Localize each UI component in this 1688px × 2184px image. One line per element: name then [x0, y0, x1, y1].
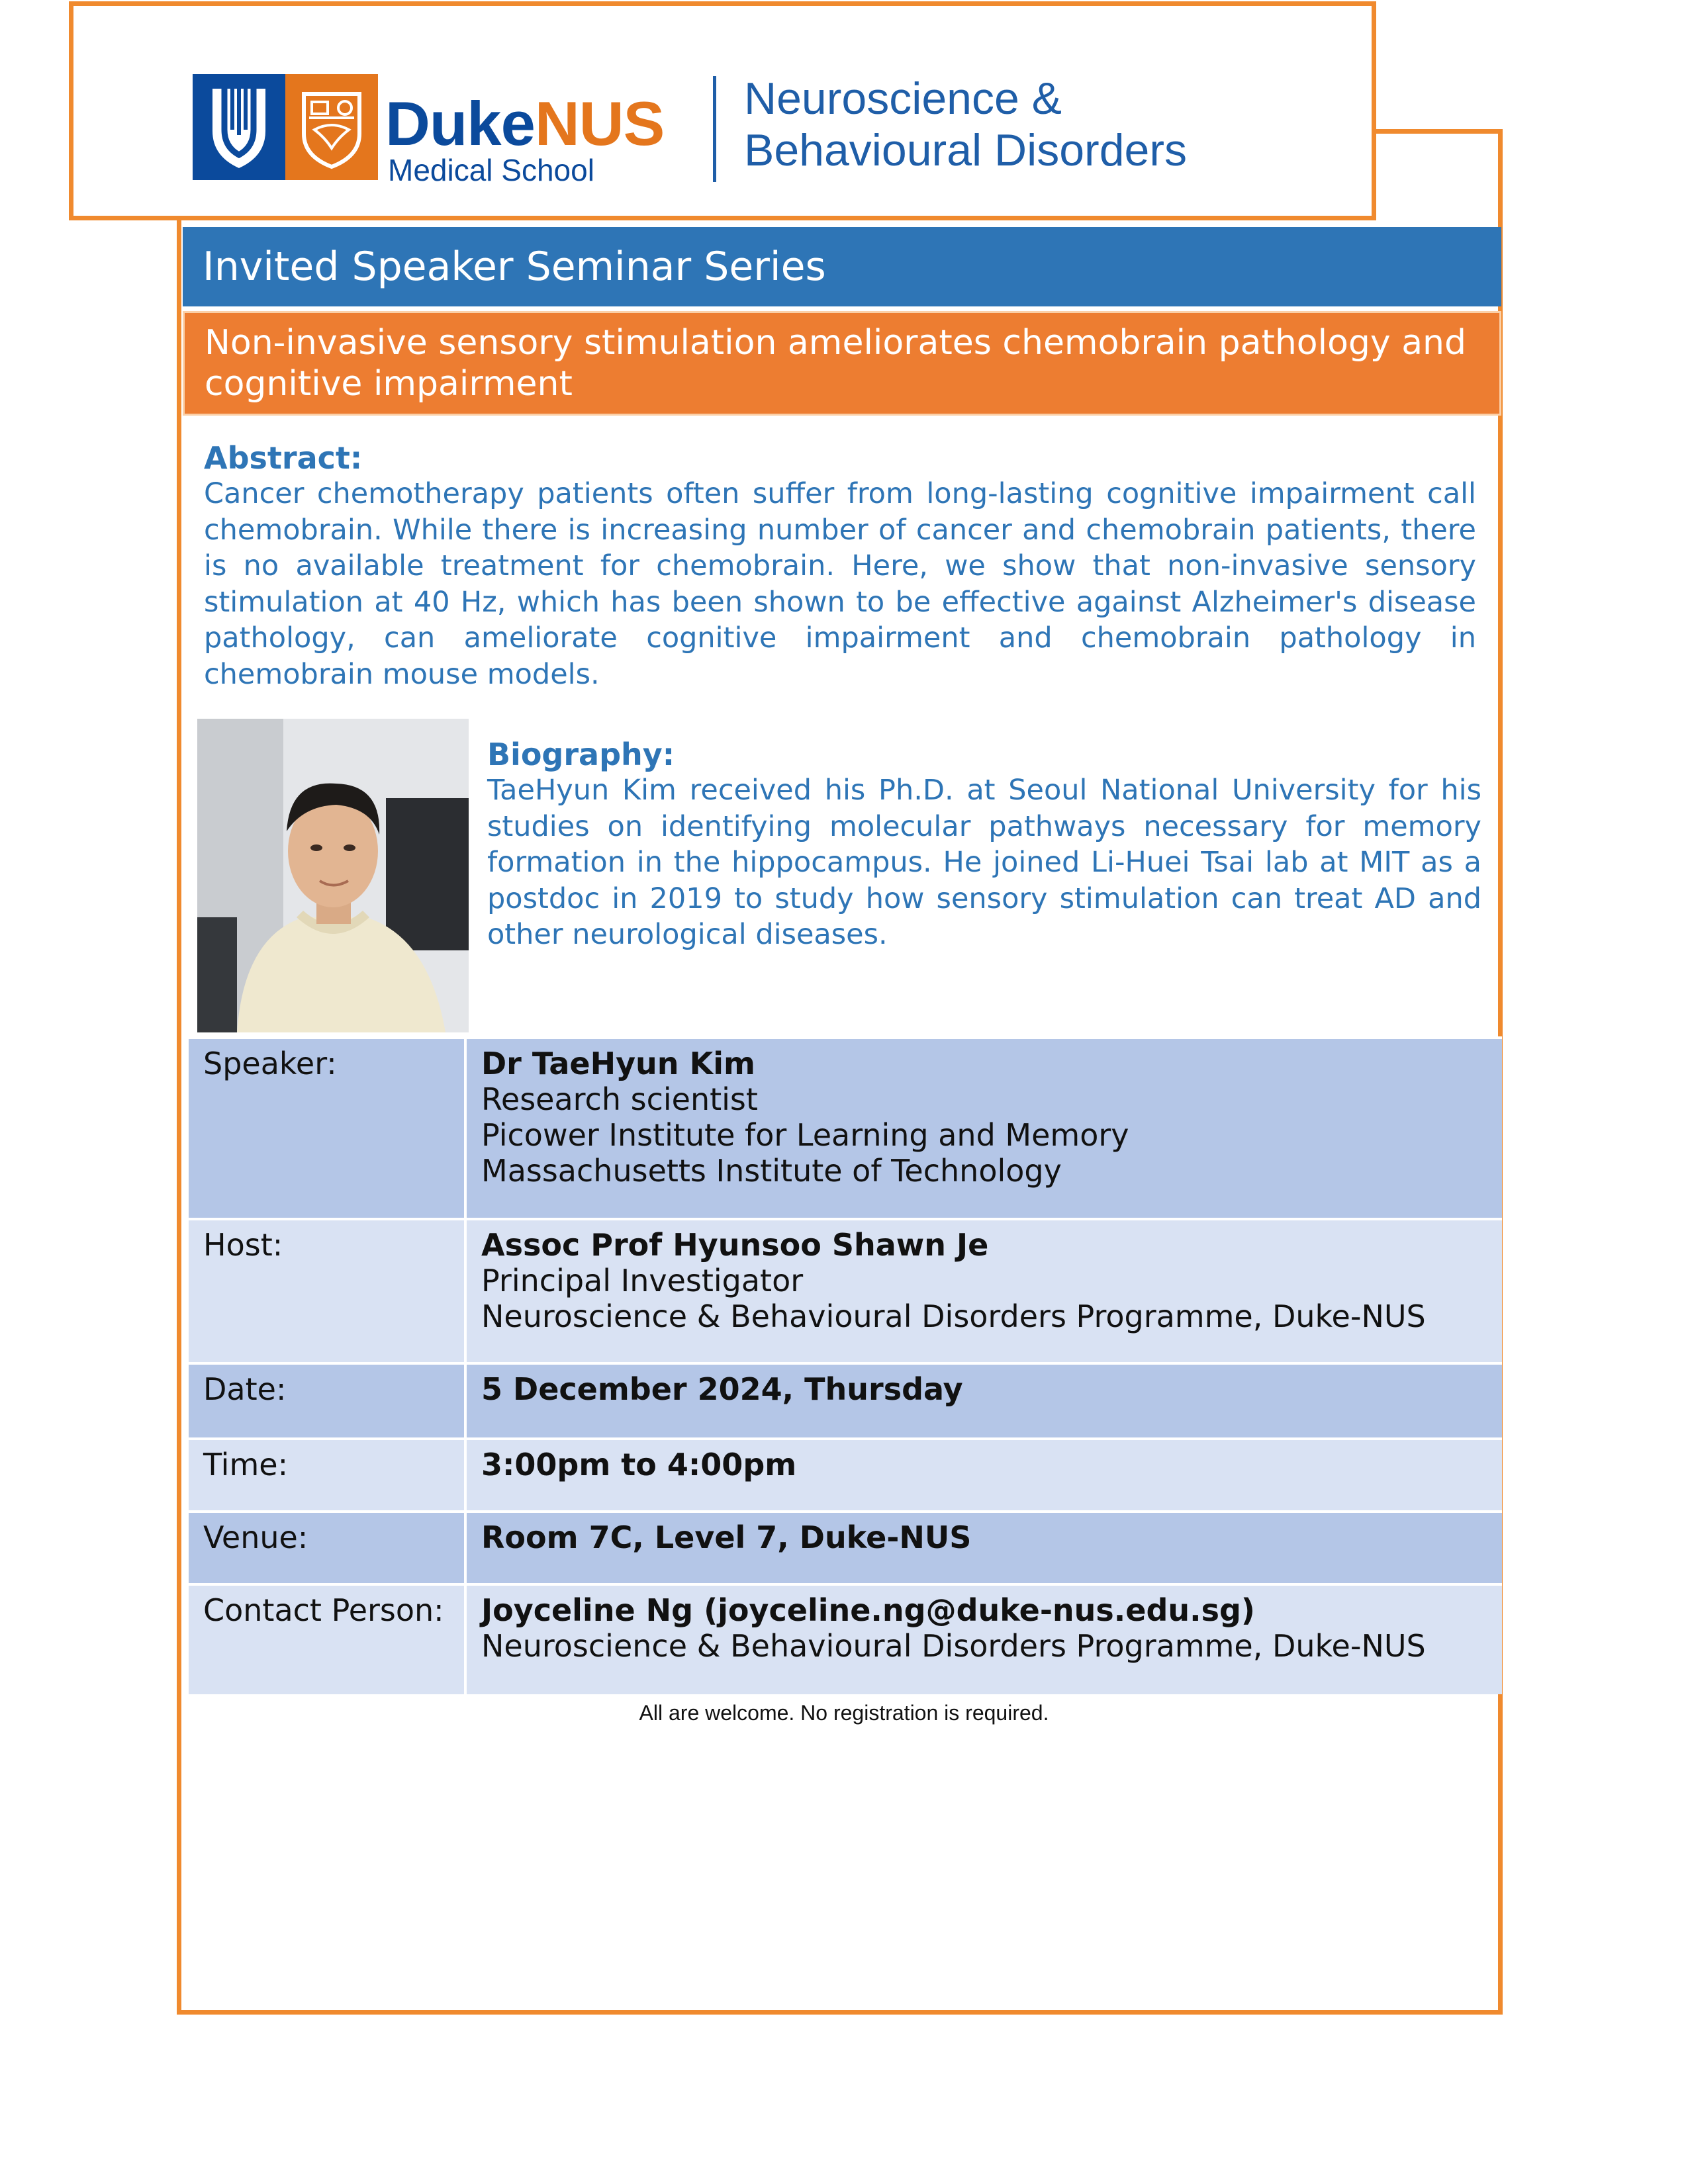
abstract-text: Cancer chemotherapy patients often suffer from long-lasting cognitive impairment call chemobrain. While there is increasing number of cancer and chemobrain patients, there is no available treatment for chemobrain. Here, we show that non-invasive sensory stimulation at 40 Hz, which has been shown to be effective against Alzheimer's disease pathology, can ameliorate cognitive impairment and chemobrain pathology in chemobrain mouse models.	[204, 477, 1476, 691]
contact-label: Contact Person:	[189, 1586, 467, 1694]
speaker-value	[467, 1039, 1502, 1218]
abstract-section	[204, 440, 1476, 692]
host-name: Assoc Prof Hyunsoo Shawn Je	[481, 1227, 989, 1263]
venue-row	[189, 1510, 1502, 1583]
brand-nus: NUS	[534, 89, 665, 158]
time-row	[189, 1437, 1502, 1510]
duke-shield-icon	[193, 74, 285, 180]
time-label: Time:	[189, 1440, 467, 1510]
contact-row	[189, 1583, 1502, 1694]
series-banner: Invited Speaker Seminar Series	[183, 227, 1501, 306]
host-row	[189, 1218, 1502, 1362]
seminar-details-table	[189, 1036, 1502, 1694]
speaker-row	[189, 1036, 1502, 1218]
contact-value	[467, 1586, 1502, 1694]
biography-section	[487, 737, 1481, 953]
date-label: Date:	[189, 1365, 467, 1437]
abstract-heading: Abstract:	[204, 440, 363, 476]
date-row	[189, 1362, 1502, 1437]
biography-heading: Biography:	[487, 737, 675, 772]
programme-line-2: Behavioural Disorders	[744, 125, 1187, 175]
venue-text: Room 7C, Level 7, Duke-NUS	[481, 1520, 972, 1555]
nus-crest-icon	[285, 74, 378, 180]
brand-duke: Duke	[385, 89, 535, 158]
contact-programme: Neuroscience & Behavioural Disorders Programme, Duke-NUS	[481, 1628, 1426, 1664]
time-text: 3:00pm to 4:00pm	[481, 1447, 797, 1482]
speaker-organisation: Massachusetts Institute of Technology	[481, 1153, 1062, 1189]
date-text: 5 December 2024, Thursday	[481, 1371, 963, 1407]
footer-note: All are welcome. No registration is required.	[639, 1701, 1049, 1725]
host-programme: Neuroscience & Behavioural Disorders Programme, Duke-NUS	[481, 1298, 1426, 1334]
header-divider	[713, 76, 716, 182]
contact-name[interactable]: Joyceline Ng (joyceline.ng@duke-nus.edu.sg)	[481, 1592, 1255, 1628]
programme-title	[744, 73, 1207, 176]
speaker-role: Research scientist	[481, 1081, 758, 1117]
date-value	[467, 1365, 1502, 1437]
time-value	[467, 1440, 1502, 1510]
brand-wordmark	[385, 89, 665, 158]
host-label: Host:	[189, 1220, 467, 1362]
programme-line-1: Neuroscience &	[744, 73, 1062, 124]
venue-value	[467, 1513, 1502, 1583]
host-role: Principal Investigator	[481, 1263, 804, 1298]
speaker-name: Dr TaeHyun Kim	[481, 1046, 755, 1081]
brand-school: Medical School	[388, 153, 594, 187]
speaker-institute: Picower Institute for Learning and Memory	[481, 1117, 1129, 1153]
speaker-label: Speaker:	[189, 1039, 467, 1218]
talk-title-banner: Non-invasive sensory stimulation ameliorates chemobrain pathology and cognitive impairment	[183, 311, 1501, 416]
host-value	[467, 1220, 1502, 1362]
biography-text: TaeHyun Kim received his Ph.D. at Seoul National University for his studies on identifying molecular pathways necessary for memory formation in the hippocampus. He joined Li-Huei Tsai lab at MIT as a postdoc in 2019 to study how sensory stimulation can treat AD and other neurological diseases.	[487, 774, 1481, 951]
venue-label: Venue:	[189, 1513, 467, 1583]
speaker-photo	[197, 719, 469, 1032]
